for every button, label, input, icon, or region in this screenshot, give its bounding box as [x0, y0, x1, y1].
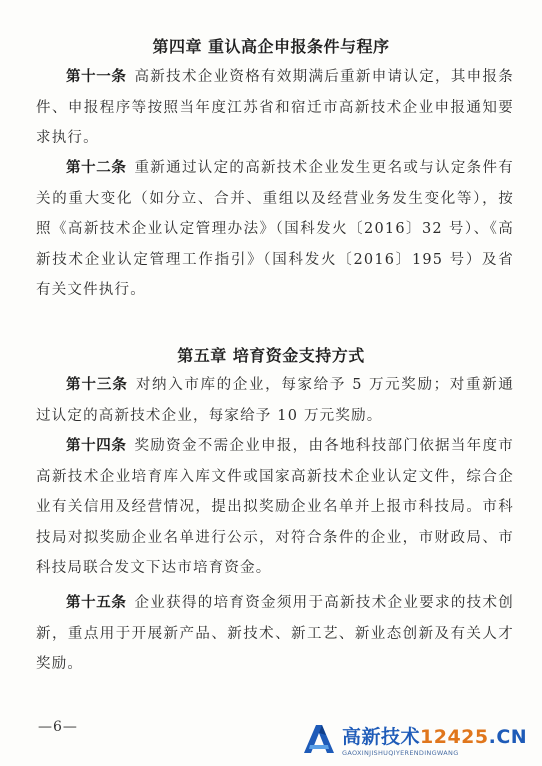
watermark-brand [342, 722, 527, 749]
chapter-5-title: 第五章 培育资金支持方式 [177, 346, 365, 365]
article-11-text: 高新技术企业资格有效期满后重新申请认定，其申报条件、申报程序等按照当年度江苏省和宿迁市高新技术企业申报通知要求执行。 [36, 69, 514, 146]
article-11 [36, 62, 514, 154]
chapter-4-title: 第四章 重认高企申报条件与程序 [152, 37, 390, 56]
article-15-text: 企业获得的培育资金须用于高新技术企业要求的技术创新，重点用于开展新产品、新技术、新工艺、新业态创新及有关人才奖励。 [36, 595, 514, 672]
watermark-text [342, 722, 527, 757]
page-number: —6— [38, 719, 78, 735]
article-14-number: 第十四条 [66, 438, 127, 454]
watermark-number: 12425 [420, 725, 489, 748]
article-15-number: 第十五条 [66, 595, 127, 611]
article-13-number: 第十三条 [66, 377, 128, 393]
article-11-number: 第十一条 [66, 69, 127, 85]
watermark-subtitle: GAOXINJISHUQIYERENDINGWANG [342, 748, 459, 757]
site-watermark[interactable] [300, 718, 536, 760]
article-14 [36, 431, 514, 584]
article-13-text: 对纳入市库的企业，每家给予 5 万元奖励；对重新通过认定的高新技术企业，每家给予 10 万元奖励。 [36, 377, 514, 424]
watermark-domain: .CN [488, 725, 528, 748]
watermark-logo-icon [300, 721, 336, 757]
watermark-brand-name: 高新技术 [342, 725, 421, 748]
article-15 [36, 588, 514, 680]
article-12-text: 重新通过认定的高新技术企业发生更名或与认定条件有关的重大变化（如分立、合并、重组以及经营业务发生变化等），按照《高新技术企业认定管理办法》（国科发火〔2016〕32 号）、《高新技术企业认定管理工作指引》（国科发火〔2016〕195 号）及省有关文件执行。 [36, 160, 514, 298]
article-13 [36, 370, 514, 431]
article-14-text: 奖励资金不需企业申报，由各地科技部门依据当年度市高新技术企业培育库入库文件或国家高新技术企业认定文件，综合企业有关信用及经营情况，提出拟奖励企业名单并上报市科技局。市科技局对拟奖励企业名单进行公示，对符合条件的企业，市财政局、市科技局联合发文下达市培育资金。 [36, 438, 514, 576]
article-12 [36, 153, 514, 306]
article-12-number: 第十二条 [66, 160, 127, 176]
